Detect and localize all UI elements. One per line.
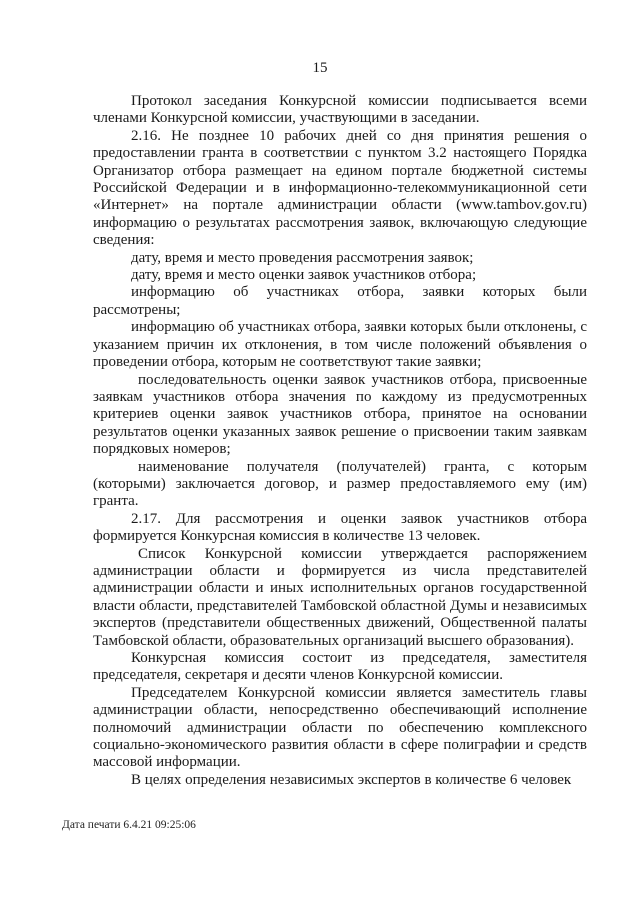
paragraph: 2.17. Для рассмотрения и оценки заявок участников отбора формируется Конкурсная комиссия в количестве 13 человек. [93, 510, 587, 545]
print-date-footer: Дата печати 6.4.21 09:25:06 [62, 819, 196, 831]
paragraph: Протокол заседания Конкурсной комиссии подписывается всеми членами Конкурсной комиссии, участвующими в заседании. [93, 93, 587, 127]
list-item: информацию об участниках отбора, заявки которых были отклонены, с указанием причин их отклонения, в том числе положений объявления о проведении отбора, которым не соответствуют такие заявки; [93, 319, 587, 371]
paragraph: В целях определения независимых экспертов в количестве 6 человек [131, 771, 572, 788]
list-item: информацию об участниках отбора, заявки которых были рассмотрены; [93, 284, 587, 318]
paragraph: Конкурсная комиссия состоит из председателя, заместителя председателя, секретаря и десяти членов Конкурсной комиссии. [93, 650, 587, 684]
list-item: дату, время и место проведения рассмотрения заявок; [131, 249, 474, 266]
paragraph: Председателем Конкурсной комиссии является заместитель главы администрации области, непосредственно обеспечивающий исполнение полномочий администрации области по обеспечению комплексного социально-экономического развития области в сфере полиграфии и средств массовой информации. [93, 684, 587, 771]
list-item: последовательность оценки заявок участников отбора, присвоенные заявкам участников отбора значения по каждому из предусмотренных критериев оценки заявок участников отбора, принятое на основании результатов оценки указанных заявок решение о присвоении таким заявкам порядковых номеров; [93, 371, 587, 458]
paragraph: Список Конкурсной комиссии утверждается распоряжением администрации области и формируется из числа представителей администрации области и иных исполнительных органов государственной власти области, представителей Тамбовской областной Думы и независимых экспертов (представители общественных движений, Общественной палаты Тамбовской области, образовательных организаций высшего образования). [93, 545, 587, 649]
paragraph: 2.16. Не позднее 10 рабочих дней со дня принятия решения о предоставлении гранта в соответствии с пунктом 3.2 настоящего Порядка Организатор отбора размещает на едином портале бюджетной системы Российской Федерации и в информационно-телекоммуникационной сети «Интернет» на портале администрации области (www.tambov.gov.ru) информацию о результатах рассмотрения заявок, включающую следующие сведения: [93, 127, 587, 249]
page-number: 15 [312, 60, 328, 76]
list-item: наименование получателя (получателей) гранта, с которым (которыми) заключается договор, и размер предоставляемого ему (им) гранта. [93, 458, 587, 510]
list-item: дату, время и место оценки заявок участников отбора; [131, 267, 477, 284]
document-body [93, 93, 587, 789]
